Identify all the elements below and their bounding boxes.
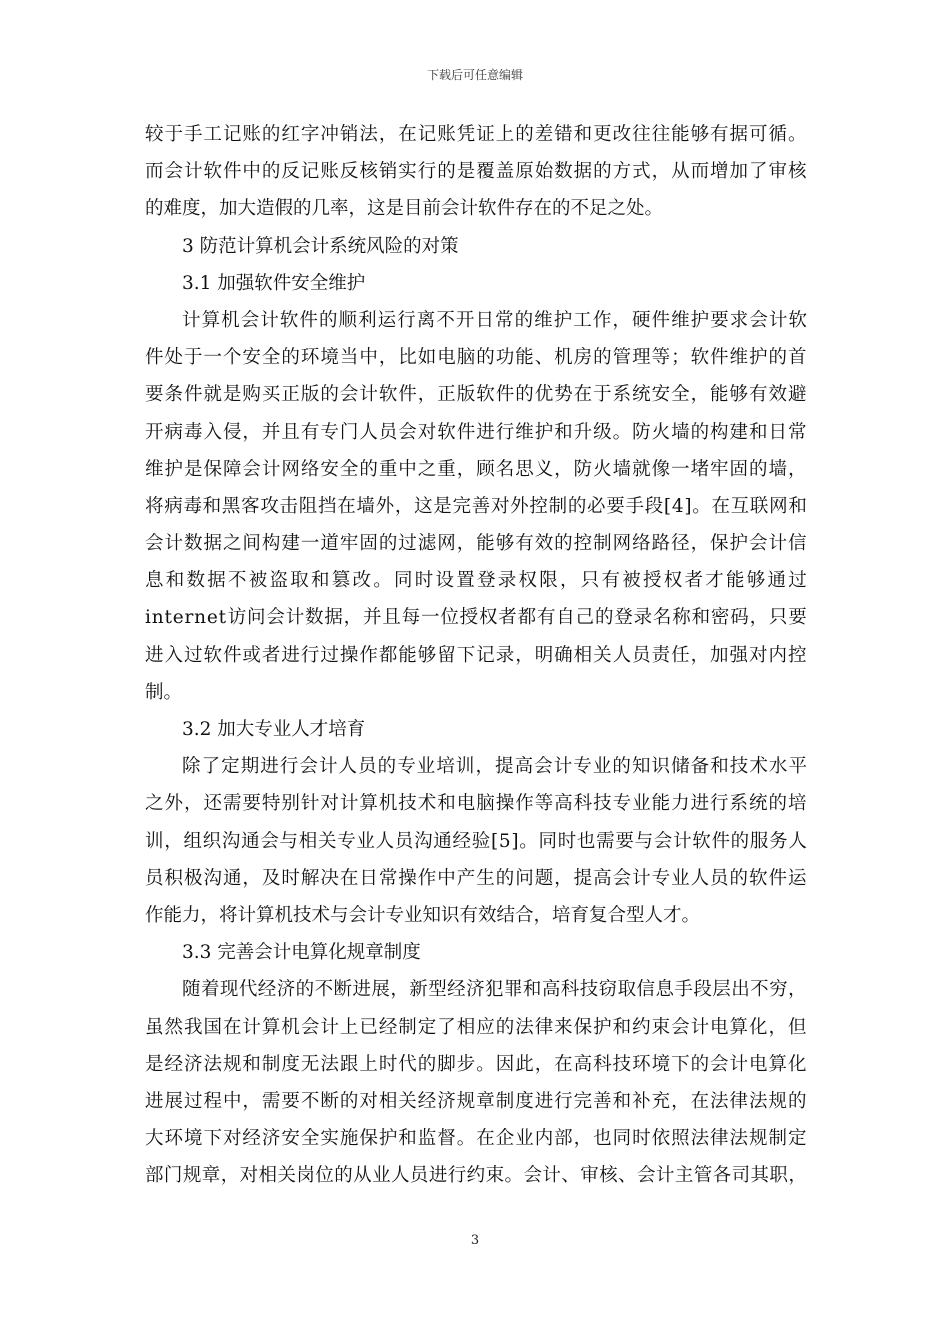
text-line: 之 外 ， 还 需 要 特 别 针 对 计 算 机 技 术 和 电 脑 操 作 等 高 科 技 专 业 能 力 进 行 系 统 的 培 [145,793,807,815]
text-line: 员 积 极 沟 通 ， 及 时 解 决 在 日 常 操 作 中 产 生 的 问 题 ， 提 高 会 计 专 业 人 员 的 软 件 运 [145,867,807,889]
page-header: 下载后可任意编辑 [426,68,523,82]
text-line: 大 环 境 下 对 经 济 安 全 实 施 保 护 和 监 督 。 在 企 业 内 部 ， 也 同 时 依 照 法 律 法 规 制 定 [145,1128,807,1150]
subsection-heading: 3.2 加大专业人才培育 [182,719,366,740]
body-text [145,116,807,1194]
subsection-heading: 3.1 加强软件安全维护 [182,272,366,294]
text-line: 将 病 毒 和 黑 客 攻 击 阻 挡 在 墙 外 ， 这 是 完 善 对 外 控 制 的 必 要 手 段 [ 4 ] 。 在 互 联 网 和 [145,495,807,517]
subsection-heading: 3.3 完善会计电算化规章制度 [182,942,421,964]
text-line: 要 条 件 就 是 购 买 正 版 的 会 计 软 件 ， 正 版 软 件 的 优 势 在 于 系 统 安 全 ， 能 够 有 效 避 [145,384,807,406]
text-line: 作能力，将计算机技术与会计专业知识有效结合，培育复合型人才。 [145,904,701,926]
text-line: 是 经 济 法 规 和 制 度 无 法 跟 上 时 代 的 脚 步 。 因 此 ， 在 高 科 技 环 境 下 的 会 计 电 算 化 [145,1053,807,1075]
text-line: 部 门 规 章 ， 对 相 关 岗 位 的 从 业 人 员 进 行 约 束 。 会 计 、 审 核 、 会 计 主 管 各 司 其 职 ， [145,1165,807,1187]
text-line: 的难度，加大造假的几率，这是目前会计软件存在的不足之处。 [145,198,664,220]
text-line: 息 和 数 据 不 被 盗 取 和 篡 改 。 同 时 设 置 登 录 权 限 ， 只 有 被 授 权 者 才 能 够 通 过 [145,570,807,592]
text-line: 维 护 是 保 障 会 计 网 络 安 全 的 重 中 之 重 ， 顾 名 思 义 ， 防 火 墙 就 像 一 堵 牢 固 的 墙 ， [145,458,807,480]
section-heading: 3 防范计算机会计系统风险的对策 [182,235,459,257]
text-line: 开 病 毒 入 侵 ， 并 且 有 专 门 人 员 会 对 软 件 进 行 维 护 和 升 级 。 防 火 墙 的 构 建 和 日 常 [145,421,807,443]
text-line: 除 了 定 期 进 行 会 计 人 员 的 专 业 培 训 ， 提 高 会 计 专 业 的 知 识 储 备 和 技 术 水 平 [182,756,807,778]
text-line: 制。 [145,681,183,703]
text-line: 进 入 过 软 件 或 者 进 行 过 操 作 都 能 够 留 下 记 录 ， 明 确 相 关 人 员 责 任 ， 加 强 对 内 控 [145,644,807,666]
text-line: 件 处 于 一 个 安 全 的 环 境 当 中 ， 比 如 电 脑 的 功 能 、 机 房 的 管 理 等 ； 软 件 维 护 的 首 [145,347,807,369]
text-line: 会 计 数 据 之 间 构 建 一 道 牢 固 的 过 滤 网 ， 能 够 有 效 的 控 制 网 络 路 径 ， 保 护 会 计 信 [145,533,807,555]
text-line: 计 算 机 会 计 软 件 的 顺 利 运 行 离 不 开 日 常 的 维 护 工 作 ， 硬 件 维 护 要 求 会 计 软 [182,309,807,331]
text-line: 虽 然 我 国 在 计 算 机 会 计 上 已 经 制 定 了 相 应 的 法 律 来 保 护 和 约 束 会 计 电 算 化 ， 但 [145,1016,807,1038]
text-line: 进 展 过 程 中 ， 需 要 不 断 的 对 相 关 经 济 规 章 制 度 进 行 完 善 和 补 充 ， 在 法 律 法 规 的 [145,1090,807,1112]
text-line: 训 ， 组 织 沟 通 会 与 相 关 专 业 人 员 沟 通 经 验 [ 5 ] 。 同 时 也 需 要 与 会 计 软 件 的 服 务 人 [145,830,807,852]
text-line: 随 着 现 代 经 济 的 不 断 进 展 ， 新 型 经 济 犯 罪 和 高 科 技 窃 取 信 息 手 段 层 出 不 穷 ， [182,979,807,1001]
page-number: 3 [470,1233,480,1248]
text-line: 较 于 手 工 记 账 的 红 字 冲 销 法 ， 在 记 账 凭 证 上 的 差 错 和 更 改 往 往 能 够 有 据 可 循 。 [145,124,807,145]
text-line: i n t e r n e t 访 问 会 计 数 据 ， 并 且 每 一 位 授 权 者 都 有 自 己 的 登 录 名 称 和 密 码 ， 只 要 [145,607,807,629]
text-line: 而 会 计 软 件 中 的 反 记 账 反 核 销 实 行 的 是 覆 盖 原 始 数 据 的 方 式 ， 从 而 增 加 了 审 核 [145,161,807,183]
